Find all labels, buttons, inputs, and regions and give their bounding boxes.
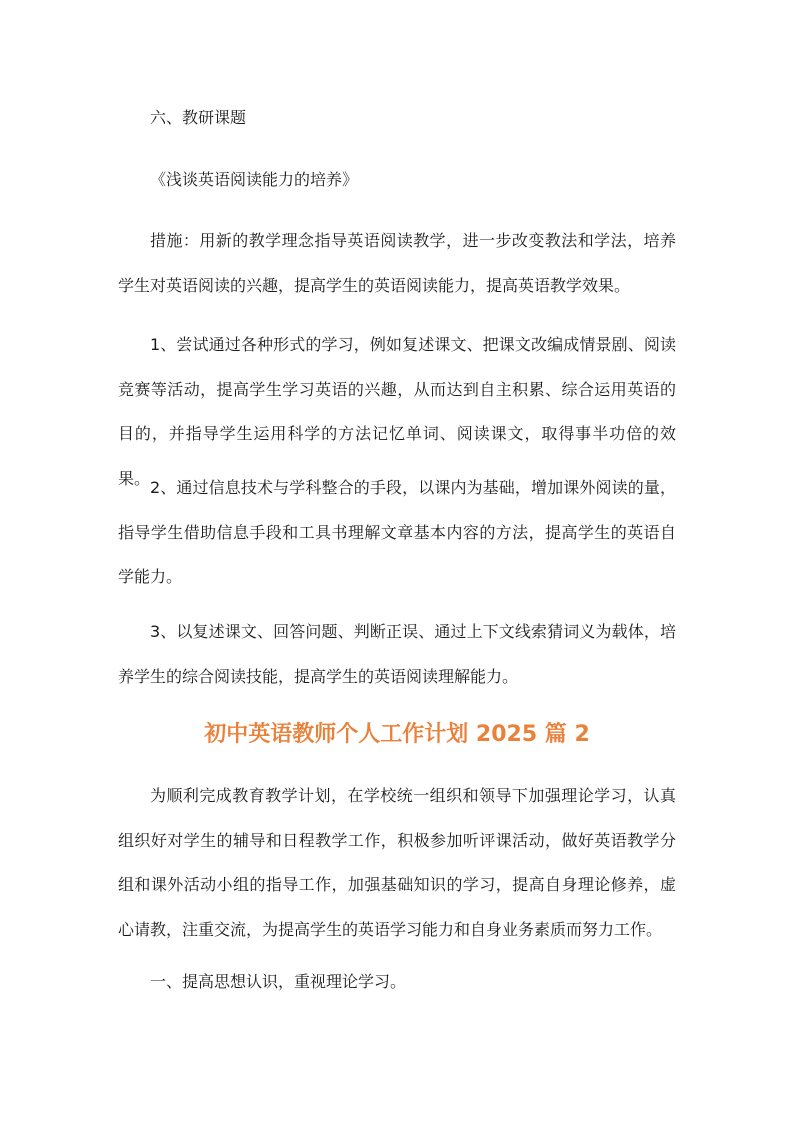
topic-title: 《浅谈英语阅读能力的培养》 bbox=[150, 170, 359, 189]
article-title: 初中英语教师个人工作计划 2025 篇 2 bbox=[204, 722, 590, 747]
point-1-heading: 一、提高思想认识，重视理论学习。 bbox=[150, 972, 407, 991]
item-1-paragraph: 1、尝试通过各种形式的学习，例如复述课文、把课文改编成情景剧、阅读竞赛等活动，提高学生学习英语的兴趣，从而达到自主积累、综合运用英语的目的，并指导学生运用科学的方法记忆单词、阅读课文，取得事半功倍的效果。 bbox=[118, 335, 676, 488]
item-2-paragraph: 2、通过信息技术与学科整合的手段，以课内为基础，增加课外阅读的量，指导学生借助信息手段和工具书理解文章基本内容的方法，提高学生的英语自学能力。 bbox=[118, 478, 676, 586]
measures-paragraph: 措施：用新的教学理念指导英语阅读教学，进一步改变教法和学法，培养学生对英语阅读的兴趣，提高学生的英语阅读能力，提高英语教学效果。 bbox=[118, 231, 676, 295]
intro-paragraph: 为顺利完成教育教学计划，在学校统一组织和领导下加强理论学习，认真组织好对学生的辅导和日程教学工作，积极参加听评课活动，做好英语教学分组和课外活动小组的指导工作，加强基础知识的学习，提高自身理论修养，虚心请教，注重交流，为提高学生的英语学习能力和自身业务素质而努力工作。 bbox=[118, 786, 676, 939]
section-heading: 六、教研课题 bbox=[150, 108, 247, 127]
item-3-paragraph: 3、以复述课文、回答问题、判断正误、通过上下文线索猜词义为载体，培养学生的综合阅读技能，提高学生的英语阅读理解能力。 bbox=[118, 622, 676, 686]
